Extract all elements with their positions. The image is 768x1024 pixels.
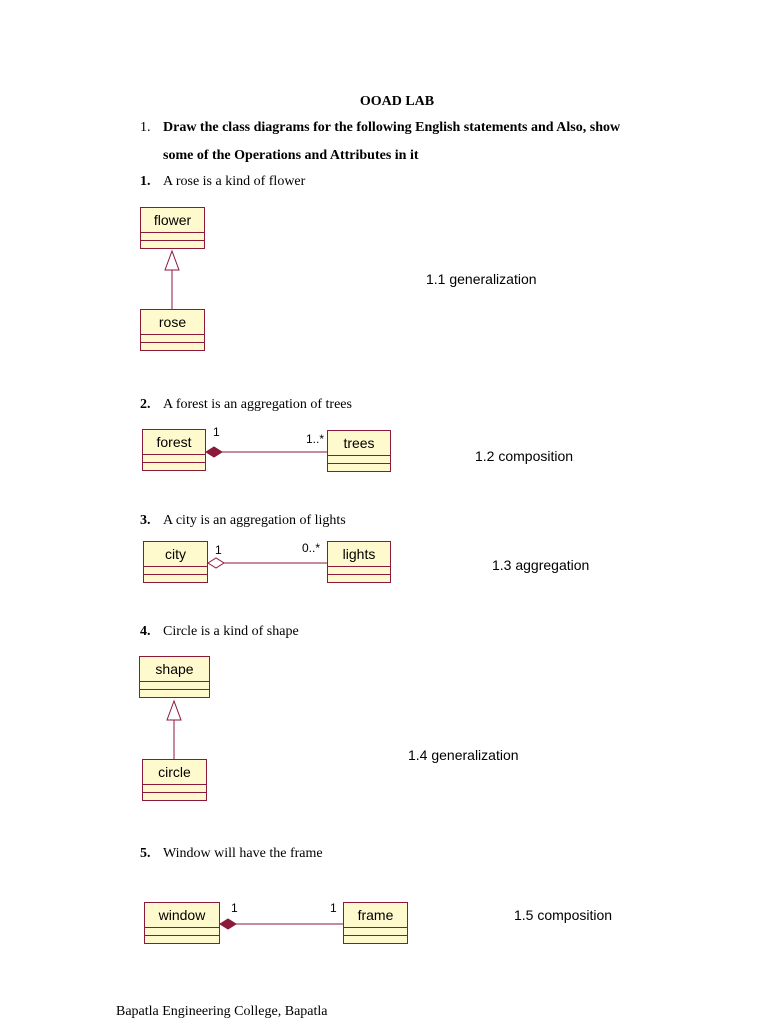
class-box-flower: [140, 207, 205, 249]
attributes-section: [145, 928, 219, 936]
attributes-section: [328, 567, 390, 575]
task-number: 1.: [140, 120, 151, 135]
item-5-statement: Window will have the frame: [163, 846, 323, 861]
attributes-section: [141, 233, 204, 241]
class-box-frame: [343, 902, 408, 944]
class-box-rose: [140, 309, 205, 351]
item-2-number: 2.: [140, 397, 151, 412]
multiplicity-left: 1: [213, 425, 220, 439]
class-name: forest: [143, 430, 205, 455]
multiplicity-right: 1..*: [306, 432, 325, 446]
class-name: city: [144, 542, 207, 567]
class-name: circle: [143, 760, 206, 785]
item-1-statement: A rose is a kind of flower: [163, 174, 306, 189]
item-2-statement: A forest is an aggregation of trees: [163, 397, 352, 412]
class-box-city: [143, 541, 208, 583]
composition-diamond-5: [220, 919, 236, 929]
class-box-circle: [142, 759, 207, 801]
class-name: flower: [141, 208, 204, 233]
class-box-shape: [139, 656, 210, 698]
item-2-caption: 1.2 composition: [475, 448, 574, 464]
class-name: shape: [140, 657, 209, 682]
operations-section: [143, 463, 205, 470]
item-1-caption: 1.1 generalization: [426, 271, 537, 287]
page-title: OOAD LAB: [359, 94, 435, 109]
multiplicity-right: 1: [330, 901, 337, 915]
class-box-lights: [327, 541, 391, 583]
attributes-section: [344, 928, 407, 936]
attributes-section: [143, 785, 206, 793]
class-name: trees: [328, 431, 390, 456]
generalization-arrow-1: [165, 251, 179, 270]
item-5-caption: 1.5 composition: [514, 907, 613, 923]
item-3-statement: A city is an aggregation of lights: [163, 513, 346, 528]
item-4-statement: Circle is a kind of shape: [163, 624, 299, 639]
generalization-arrow-4: [167, 701, 181, 720]
item-4-caption: 1.4 generalization: [408, 747, 519, 763]
class-box-trees: [327, 430, 391, 472]
task-line-1: Draw the class diagrams for the following English statements and Also, show: [163, 120, 621, 135]
item-1-number: 1.: [140, 174, 151, 189]
item-3-caption: 1.3 aggregation: [492, 557, 590, 573]
multiplicity-right: 0..*: [302, 541, 321, 555]
footer-text: Bapatla Engineering College, Bapatla: [116, 1004, 328, 1019]
task-line-2: some of the Operations and Attributes in it: [163, 148, 419, 163]
operations-section: [328, 575, 390, 582]
item-4-number: 4.: [140, 624, 151, 639]
operations-section: [328, 464, 390, 471]
class-name: window: [145, 903, 219, 928]
class-name: lights: [328, 542, 390, 567]
operations-section: [144, 575, 207, 582]
attributes-section: [140, 682, 209, 690]
composition-diamond-2: [206, 447, 222, 457]
multiplicity-left: 1: [231, 901, 238, 915]
class-box-forest: [142, 429, 206, 471]
class-name: frame: [344, 903, 407, 928]
class-box-window: [144, 902, 220, 944]
attributes-section: [141, 335, 204, 343]
item-5-number: 5.: [140, 846, 151, 861]
operations-section: [145, 936, 219, 943]
attributes-section: [144, 567, 207, 575]
operations-section: [141, 241, 204, 248]
item-3-number: 3.: [140, 513, 151, 528]
operations-section: [344, 936, 407, 943]
operations-section: [143, 793, 206, 800]
multiplicity-left: 1: [215, 543, 222, 557]
aggregation-diamond-3: [208, 558, 224, 568]
attributes-section: [143, 455, 205, 463]
operations-section: [140, 690, 209, 697]
operations-section: [141, 343, 204, 350]
attributes-section: [328, 456, 390, 464]
class-name: rose: [141, 310, 204, 335]
